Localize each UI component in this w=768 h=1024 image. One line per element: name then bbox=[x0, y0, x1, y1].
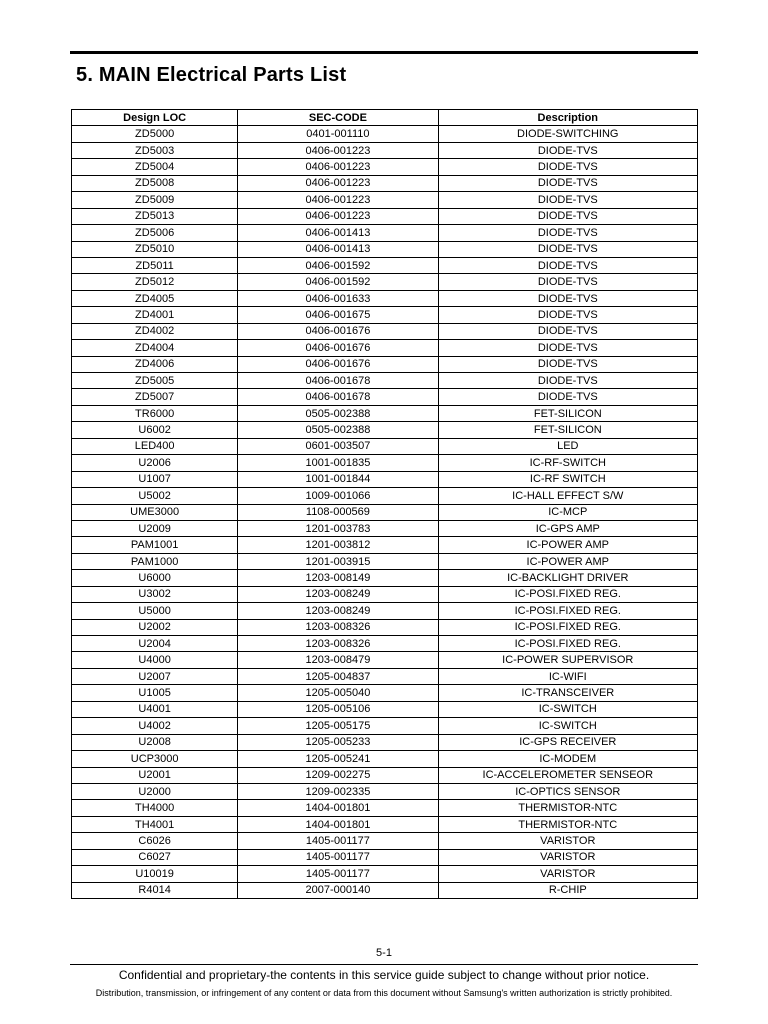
table-row bbox=[72, 274, 698, 290]
description-cell: DIODE-TVS bbox=[438, 323, 697, 339]
sec-code-cell: 0406-001223 bbox=[238, 159, 438, 175]
description-cell: DIODE-TVS bbox=[438, 192, 697, 208]
sec-code-cell: 1201-003783 bbox=[238, 520, 438, 536]
legal-notice: Distribution, transmission, or infringement of any content or data from this document without Samsung's written authorization is strictly prohibited. bbox=[95, 988, 673, 998]
design-loc-cell: ZD5007 bbox=[72, 389, 238, 405]
table-row bbox=[72, 159, 698, 175]
design-loc-cell: ZD5000 bbox=[72, 126, 238, 142]
design-loc-cell: U1007 bbox=[72, 471, 238, 487]
sec-code-cell: 1201-003915 bbox=[238, 553, 438, 569]
table-row bbox=[72, 586, 698, 602]
description-cell: IC-HALL EFFECT S/W bbox=[438, 488, 697, 504]
design-loc-cell: U2006 bbox=[72, 455, 238, 471]
design-loc-cell: C6026 bbox=[72, 833, 238, 849]
table-row bbox=[72, 488, 698, 504]
table-row bbox=[72, 685, 698, 701]
sec-code-cell: 1405-001177 bbox=[238, 849, 438, 865]
description-cell: VARISTOR bbox=[438, 833, 697, 849]
sec-code-cell: 1404-001801 bbox=[238, 816, 438, 832]
sec-code-cell: 0505-002388 bbox=[238, 422, 438, 438]
description-cell: VARISTOR bbox=[438, 866, 697, 882]
design-loc-cell: C6027 bbox=[72, 849, 238, 865]
design-loc-cell: ZD5012 bbox=[72, 274, 238, 290]
sec-code-cell: 0401-001110 bbox=[238, 126, 438, 142]
column-header-design-loc: Design LOC bbox=[72, 110, 238, 126]
sec-code-cell: 0406-001592 bbox=[238, 257, 438, 273]
description-cell: DIODE-TVS bbox=[438, 241, 697, 257]
sec-code-cell: 1108-000569 bbox=[238, 504, 438, 520]
description-cell: IC-RF-SWITCH bbox=[438, 455, 697, 471]
sec-code-cell: 1205-004837 bbox=[238, 668, 438, 684]
description-cell: IC-RF SWITCH bbox=[438, 471, 697, 487]
design-loc-cell: U5002 bbox=[72, 488, 238, 504]
table-row bbox=[72, 767, 698, 783]
sec-code-cell: 0406-001223 bbox=[238, 192, 438, 208]
design-loc-cell: U2000 bbox=[72, 783, 238, 799]
description-cell: IC-SWITCH bbox=[438, 701, 697, 717]
table-row bbox=[72, 833, 698, 849]
confidential-notice: Confidential and proprietary-the contents in this service guide subject to change without prior notice. bbox=[118, 968, 650, 982]
description-cell: DIODE-TVS bbox=[438, 356, 697, 372]
sec-code-cell: 1201-003812 bbox=[238, 537, 438, 553]
design-loc-cell: U2008 bbox=[72, 734, 238, 750]
table-row bbox=[72, 718, 698, 734]
description-cell: VARISTOR bbox=[438, 849, 697, 865]
description-cell: DIODE-TVS bbox=[438, 225, 697, 241]
parts-table bbox=[71, 109, 698, 899]
description-cell: FET-SILICON bbox=[438, 405, 697, 421]
table-row bbox=[72, 701, 698, 717]
design-loc-cell: ZD5009 bbox=[72, 192, 238, 208]
design-loc-cell: TH4000 bbox=[72, 800, 238, 816]
description-cell: IC-BACKLIGHT DRIVER bbox=[438, 570, 697, 586]
table-row bbox=[72, 422, 698, 438]
sec-code-cell: 0406-001223 bbox=[238, 175, 438, 191]
table-row bbox=[72, 866, 698, 882]
design-loc-cell: ZD4002 bbox=[72, 323, 238, 339]
design-loc-cell: PAM1001 bbox=[72, 537, 238, 553]
description-cell: DIODE-TVS bbox=[438, 142, 697, 158]
description-cell: IC-OPTICS SENSOR bbox=[438, 783, 697, 799]
sec-code-cell: 1001-001844 bbox=[238, 471, 438, 487]
table-row bbox=[72, 208, 698, 224]
table-row bbox=[72, 816, 698, 832]
description-cell: IC-WIFI bbox=[438, 668, 697, 684]
design-loc-cell: ZD5011 bbox=[72, 257, 238, 273]
design-loc-cell: ZD5010 bbox=[72, 241, 238, 257]
description-cell: DIODE-TVS bbox=[438, 340, 697, 356]
description-cell: IC-SWITCH bbox=[438, 718, 697, 734]
design-loc-cell: U1005 bbox=[72, 685, 238, 701]
sec-code-cell: 0601-003507 bbox=[238, 438, 438, 454]
design-loc-cell: U3002 bbox=[72, 586, 238, 602]
sec-code-cell: 1405-001177 bbox=[238, 833, 438, 849]
sec-code-cell: 0406-001676 bbox=[238, 356, 438, 372]
design-loc-cell: R4014 bbox=[72, 882, 238, 898]
description-cell: DIODE-SWITCHING bbox=[438, 126, 697, 142]
description-cell: DIODE-TVS bbox=[438, 373, 697, 389]
design-loc-cell: U2001 bbox=[72, 767, 238, 783]
table-row bbox=[72, 734, 698, 750]
design-loc-cell: ZD5005 bbox=[72, 373, 238, 389]
sec-code-cell: 0406-001223 bbox=[238, 142, 438, 158]
table-row bbox=[72, 783, 698, 799]
sec-code-cell: 2007-000140 bbox=[238, 882, 438, 898]
description-cell: IC-MODEM bbox=[438, 751, 697, 767]
sec-code-cell: 1405-001177 bbox=[238, 866, 438, 882]
table-row bbox=[72, 520, 698, 536]
description-cell: IC-POWER SUPERVISOR bbox=[438, 652, 697, 668]
table-row bbox=[72, 553, 698, 569]
design-loc-cell: PAM1000 bbox=[72, 553, 238, 569]
sec-code-cell: 0406-001413 bbox=[238, 241, 438, 257]
sec-code-cell: 1209-002335 bbox=[238, 783, 438, 799]
sec-code-cell: 1205-005241 bbox=[238, 751, 438, 767]
table-row bbox=[72, 537, 698, 553]
design-loc-cell: U6002 bbox=[72, 422, 238, 438]
description-cell: IC-POSI.FIXED REG. bbox=[438, 586, 697, 602]
sec-code-cell: 0406-001678 bbox=[238, 389, 438, 405]
description-cell: IC-POSI.FIXED REG. bbox=[438, 619, 697, 635]
design-loc-cell: UME3000 bbox=[72, 504, 238, 520]
design-loc-cell: ZD5013 bbox=[72, 208, 238, 224]
description-cell: DIODE-TVS bbox=[438, 159, 697, 175]
sec-code-cell: 1001-001835 bbox=[238, 455, 438, 471]
design-loc-cell: LED400 bbox=[72, 438, 238, 454]
description-cell: IC-GPS RECEIVER bbox=[438, 734, 697, 750]
table-row bbox=[72, 668, 698, 684]
parts-table-body bbox=[72, 126, 698, 899]
description-cell: DIODE-TVS bbox=[438, 274, 697, 290]
page-title: 5. MAIN Electrical Parts List bbox=[76, 64, 347, 86]
design-loc-cell: U2007 bbox=[72, 668, 238, 684]
description-cell: IC-MCP bbox=[438, 504, 697, 520]
table-row bbox=[72, 849, 698, 865]
sec-code-cell: 1205-005233 bbox=[238, 734, 438, 750]
sec-code-cell: 1203-008249 bbox=[238, 586, 438, 602]
sec-code-cell: 0406-001223 bbox=[238, 208, 438, 224]
description-cell: FET-SILICON bbox=[438, 422, 697, 438]
table-row bbox=[72, 241, 698, 257]
description-cell: IC-POSI.FIXED REG. bbox=[438, 636, 697, 652]
description-cell: IC-GPS AMP bbox=[438, 520, 697, 536]
design-loc-cell: ZD4004 bbox=[72, 340, 238, 356]
description-cell: DIODE-TVS bbox=[438, 307, 697, 323]
design-loc-cell: ZD4005 bbox=[72, 290, 238, 306]
description-cell: IC-POWER AMP bbox=[438, 553, 697, 569]
table-row bbox=[72, 652, 698, 668]
table-row bbox=[72, 504, 698, 520]
table-row bbox=[72, 192, 698, 208]
sec-code-cell: 0406-001633 bbox=[238, 290, 438, 306]
table-row bbox=[72, 882, 698, 898]
description-cell: THERMISTOR-NTC bbox=[438, 816, 697, 832]
sec-code-cell: 1009-001066 bbox=[238, 488, 438, 504]
design-loc-cell: ZD4006 bbox=[72, 356, 238, 372]
table-row bbox=[72, 389, 698, 405]
description-cell: IC-TRANSCEIVER bbox=[438, 685, 697, 701]
description-cell: IC-POSI.FIXED REG. bbox=[438, 603, 697, 619]
table-row bbox=[72, 307, 698, 323]
table-row bbox=[72, 175, 698, 191]
table-row bbox=[72, 619, 698, 635]
sec-code-cell: 1205-005175 bbox=[238, 718, 438, 734]
table-row bbox=[72, 471, 698, 487]
table-row bbox=[72, 356, 698, 372]
design-loc-cell: ZD5003 bbox=[72, 142, 238, 158]
sec-code-cell: 1209-002275 bbox=[238, 767, 438, 783]
table-row bbox=[72, 603, 698, 619]
sec-code-cell: 0406-001675 bbox=[238, 307, 438, 323]
table-row bbox=[72, 257, 698, 273]
design-loc-cell: U10019 bbox=[72, 866, 238, 882]
description-cell: DIODE-TVS bbox=[438, 175, 697, 191]
table-row bbox=[72, 438, 698, 454]
top-rule bbox=[70, 51, 698, 54]
design-loc-cell: ZD5006 bbox=[72, 225, 238, 241]
design-loc-cell: U4002 bbox=[72, 718, 238, 734]
sec-code-cell: 0406-001676 bbox=[238, 340, 438, 356]
table-row bbox=[72, 570, 698, 586]
sec-code-cell: 1404-001801 bbox=[238, 800, 438, 816]
table-row bbox=[72, 405, 698, 421]
table-row bbox=[72, 340, 698, 356]
sec-code-cell: 1203-008326 bbox=[238, 619, 438, 635]
design-loc-cell: ZD5004 bbox=[72, 159, 238, 175]
sec-code-cell: 1203-008249 bbox=[238, 603, 438, 619]
description-cell: THERMISTOR-NTC bbox=[438, 800, 697, 816]
description-cell: DIODE-TVS bbox=[438, 257, 697, 273]
design-loc-cell: TR6000 bbox=[72, 405, 238, 421]
table-row bbox=[72, 225, 698, 241]
table-row bbox=[72, 142, 698, 158]
sec-code-cell: 0406-001413 bbox=[238, 225, 438, 241]
sec-code-cell: 1203-008326 bbox=[238, 636, 438, 652]
design-loc-cell: U4001 bbox=[72, 701, 238, 717]
description-cell: DIODE-TVS bbox=[438, 389, 697, 405]
sec-code-cell: 1205-005040 bbox=[238, 685, 438, 701]
table-row bbox=[72, 455, 698, 471]
bottom-rule bbox=[70, 964, 698, 965]
description-cell: IC-POWER AMP bbox=[438, 537, 697, 553]
table-header-row bbox=[72, 110, 698, 126]
table-row bbox=[72, 751, 698, 767]
design-loc-cell: ZD4001 bbox=[72, 307, 238, 323]
design-loc-cell: U5000 bbox=[72, 603, 238, 619]
description-cell: LED bbox=[438, 438, 697, 454]
sec-code-cell: 1203-008479 bbox=[238, 652, 438, 668]
table-row bbox=[72, 373, 698, 389]
design-loc-cell: TH4001 bbox=[72, 816, 238, 832]
sec-code-cell: 0406-001592 bbox=[238, 274, 438, 290]
description-cell: DIODE-TVS bbox=[438, 208, 697, 224]
sec-code-cell: 0505-002388 bbox=[238, 405, 438, 421]
design-loc-cell: U6000 bbox=[72, 570, 238, 586]
description-cell: DIODE-TVS bbox=[438, 290, 697, 306]
column-header-description: Description bbox=[438, 110, 697, 126]
table-row bbox=[72, 323, 698, 339]
description-cell: IC-ACCELEROMETER SENSEOR bbox=[438, 767, 697, 783]
table-row bbox=[72, 126, 698, 142]
sec-code-cell: 0406-001678 bbox=[238, 373, 438, 389]
sec-code-cell: 1203-008149 bbox=[238, 570, 438, 586]
description-cell: R-CHIP bbox=[438, 882, 697, 898]
design-loc-cell: U2004 bbox=[72, 636, 238, 652]
table-row bbox=[72, 290, 698, 306]
design-loc-cell: ZD5008 bbox=[72, 175, 238, 191]
design-loc-cell: U2002 bbox=[72, 619, 238, 635]
design-loc-cell: U2009 bbox=[72, 520, 238, 536]
page-number: 5-1 bbox=[376, 947, 392, 959]
design-loc-cell: U4000 bbox=[72, 652, 238, 668]
sec-code-cell: 0406-001676 bbox=[238, 323, 438, 339]
design-loc-cell: UCP3000 bbox=[72, 751, 238, 767]
table-row bbox=[72, 636, 698, 652]
column-header-sec-code: SEC-CODE bbox=[238, 110, 438, 126]
sec-code-cell: 1205-005106 bbox=[238, 701, 438, 717]
table-row bbox=[72, 800, 698, 816]
